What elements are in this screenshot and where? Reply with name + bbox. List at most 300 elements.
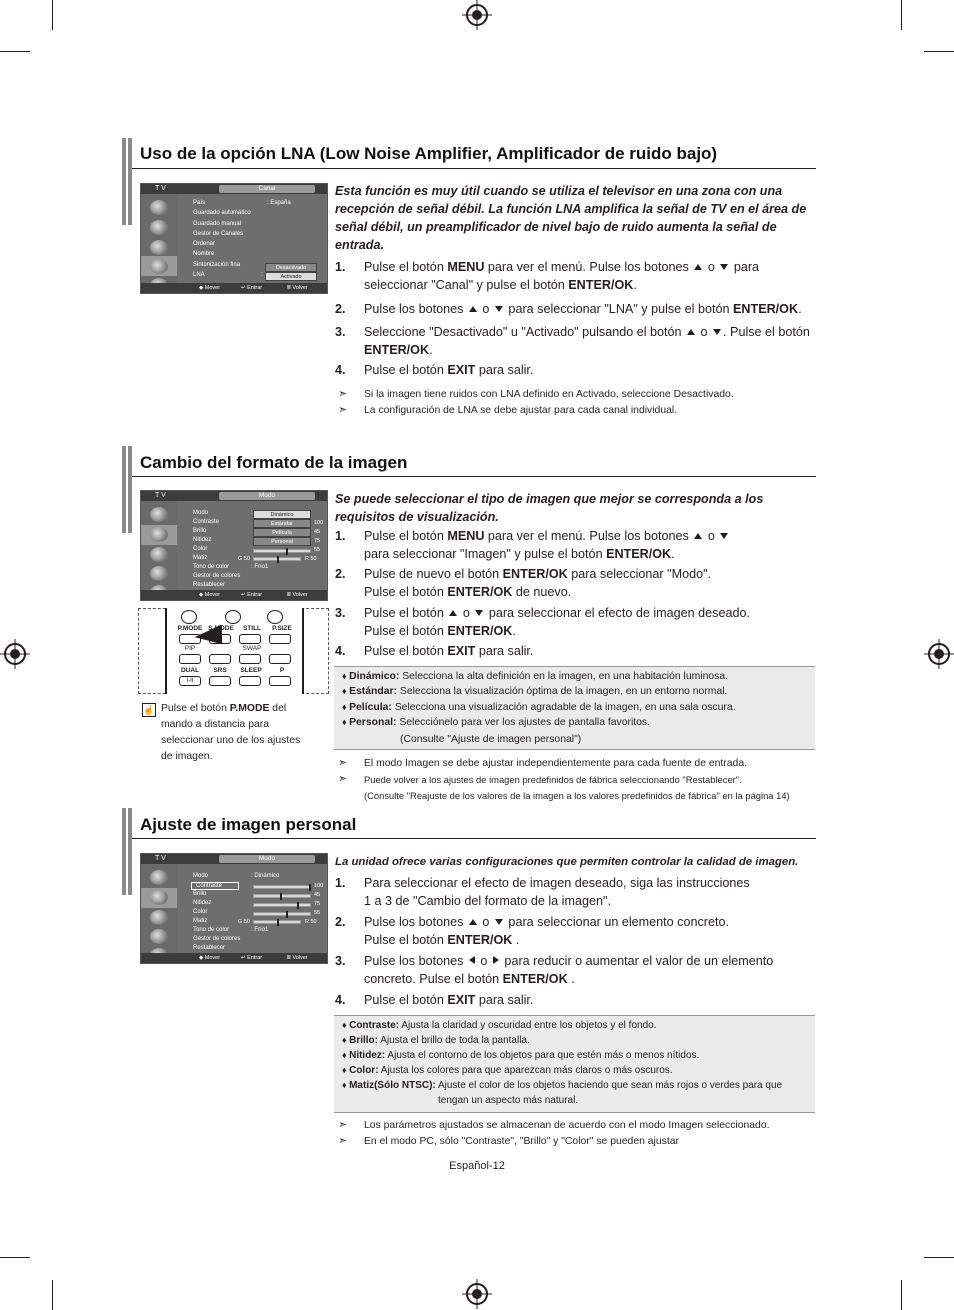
- up-arrow-icon: [694, 533, 702, 539]
- crop-mark: [52, 1280, 53, 1310]
- text: para salir.: [475, 644, 534, 658]
- note-text: En el modo PC, sólo "Contraste", "Brillo" y "Color" se pueden ajustar: [364, 1136, 679, 1147]
- text: Pulse el botón: [364, 260, 448, 274]
- registration-mark-icon: [466, 4, 488, 26]
- section-bar: [122, 808, 132, 895]
- remote-button-label: PIP: [184, 645, 196, 652]
- tv-menu-title: Canal: [219, 185, 315, 193]
- crop-mark: [924, 51, 954, 52]
- contrast-bar: [253, 885, 311, 889]
- tv-menu-item: Brillo: [193, 891, 207, 897]
- tv-header: [141, 491, 327, 501]
- sound-icon: [150, 527, 168, 542]
- tv-menu-item: Guardado manual: [193, 221, 242, 227]
- brightness-value: 45: [314, 892, 321, 898]
- intro-personal: La unidad ofrece varias configuraciones que permiten controlar la calidad de imagen.: [335, 856, 799, 868]
- tv-footer-move-label: Mover: [204, 592, 221, 598]
- tv-footer-move: ◆ Mover: [199, 285, 221, 291]
- keyword: ENTER/OK: [568, 277, 634, 292]
- step-text: [364, 643, 813, 661]
- keyword: MENU: [447, 260, 485, 274]
- remote-key: [209, 676, 231, 686]
- info-item: [342, 684, 807, 699]
- tv-menu-item: Color: [193, 909, 208, 915]
- tv-footer-back-label: Volver: [292, 592, 308, 598]
- remote-button-label: SRS: [213, 667, 227, 674]
- info-text: Selecciona la alta definición en la imagen, en una habitación luminosa.: [399, 671, 729, 682]
- note-arrow-icon: ➣: [338, 404, 348, 416]
- tv-footer-move: ◆ Mover: [199, 955, 221, 961]
- remote-button-label: S.MODE: [208, 625, 234, 632]
- step-number: 4.: [335, 363, 346, 377]
- tv-menu-value: : Frío1: [251, 927, 269, 933]
- text: para seleccionar "Imagen" y pulse el botón: [364, 546, 607, 561]
- note-arrow-icon: ➣: [338, 773, 348, 785]
- tv-menu-item: Guardado automático: [193, 210, 251, 216]
- step-number: 2.: [335, 302, 346, 316]
- tv-menu-item: Matiz: [193, 918, 208, 924]
- text: Seleccione "Desactivado" u "Activado" pulsando el botón: [364, 325, 686, 339]
- keyword: ENTER/OK: [364, 342, 430, 357]
- info-box-settings: [334, 1015, 815, 1113]
- picture-icon: [150, 200, 168, 215]
- left-arrow-icon: [469, 956, 475, 964]
- keyword: P.MODE: [229, 703, 270, 714]
- tv-menu-item: País: [193, 200, 206, 206]
- channel-icon: [150, 929, 168, 944]
- step-number: 3.: [335, 606, 346, 620]
- tv-footer-back-label: Volver: [292, 285, 308, 291]
- keyword: ENTER/OK: [606, 546, 672, 561]
- note-personal-1: [338, 1118, 818, 1133]
- text: para seleccionar "LNA" y pulse el botón: [504, 302, 733, 316]
- tint-bar: [253, 557, 301, 561]
- section-rule: [132, 476, 816, 477]
- section-bar: [122, 446, 132, 533]
- text: para seleccionar el efecto de imagen deseado.: [485, 606, 750, 620]
- tv-menu-body: [177, 501, 327, 590]
- text: Pulse el botón: [364, 644, 448, 658]
- sharpness-bar: [253, 903, 311, 907]
- dual-key: I-II: [179, 676, 201, 686]
- bullet-icon: ♦: [342, 1035, 350, 1045]
- tv-footer-move-label: Mover: [204, 955, 221, 961]
- keyword: EXIT: [447, 644, 476, 658]
- step-text: [364, 528, 813, 563]
- tv-menu-item: Nitidez: [193, 900, 212, 906]
- text: Pulse el botón: [364, 363, 448, 377]
- text: de nuevo.: [512, 584, 572, 599]
- down-arrow-icon: [720, 533, 728, 539]
- bullet-icon: ♦: [342, 1050, 350, 1060]
- sound-icon: [150, 890, 168, 905]
- remote-button-label: STILL: [242, 625, 262, 632]
- tv-menu-title: Modo: [219, 492, 315, 500]
- step-formato-3: [335, 605, 813, 641]
- keyword: EXIT: [447, 993, 476, 1007]
- smode-key: [225, 610, 241, 624]
- step-number: 2.: [335, 915, 346, 929]
- tv-menu-item: Modo: [193, 510, 209, 516]
- note-formato-2: [338, 772, 818, 787]
- text: Pulse el botón: [364, 993, 448, 1007]
- info-text: Selecciona una visualización agradable de la imagen, en una sala oscura.: [391, 702, 736, 713]
- step-number: 1.: [335, 529, 346, 543]
- tv-menu-item: Contraste: [193, 519, 220, 525]
- slider-knob: [286, 911, 288, 918]
- tv-menu-item: Restablecer: [193, 582, 226, 588]
- keyword: ENTER/OK: [447, 623, 513, 638]
- step-number: 2.: [335, 567, 346, 581]
- tv-option-activado: Activado: [265, 272, 317, 281]
- time-icon: [150, 240, 168, 255]
- info-text: Selecciona la visualización óptima de la imagen, en un entorno normal.: [397, 686, 728, 697]
- brightness-value: 45: [314, 529, 321, 535]
- note-text: La configuración de LNA se debe ajustar para cada canal individual.: [364, 405, 678, 416]
- crop-mark: [924, 1257, 954, 1258]
- tv-footer-move-label: Mover: [204, 285, 221, 291]
- tv-footer: [141, 590, 327, 600]
- tv-menu-screenshot-canal: [140, 183, 328, 294]
- down-arrow-icon: [475, 610, 483, 616]
- text: para salir.: [475, 363, 534, 377]
- note-lna-1: [338, 387, 818, 402]
- step-number: 4.: [335, 644, 346, 658]
- text: 1 a 3 de "Cambio del formato de la imagen".: [364, 893, 611, 908]
- text: para seleccionar "Canal" y pulse el botón: [364, 260, 760, 292]
- text: o: [704, 260, 719, 274]
- remote-key-down: [269, 676, 291, 686]
- registration-mark-icon: [4, 643, 26, 665]
- remote-key: [269, 634, 291, 644]
- keyword: ENTER/OK: [502, 567, 568, 581]
- contrast-value: 100: [314, 883, 324, 889]
- text: o: [478, 915, 493, 929]
- remote-key: [239, 676, 261, 686]
- slider-knob: [309, 884, 311, 891]
- tv-sidebar: [141, 194, 177, 283]
- text: o: [697, 325, 712, 339]
- step-personal-1: [335, 875, 813, 911]
- right-arrow-icon: [493, 956, 499, 964]
- time-icon: [150, 910, 168, 925]
- color-value: 55: [314, 547, 321, 553]
- tv-brand: T V: [155, 185, 166, 192]
- brightness-bar: [253, 894, 311, 898]
- text: o: [476, 954, 491, 968]
- text: .: [512, 932, 520, 947]
- tv-menu-value: : Frío1: [251, 564, 269, 570]
- info-label: Nitidez:: [349, 1050, 386, 1061]
- remote-key: [239, 634, 261, 644]
- text: para ver el menú. Pulse los botones: [484, 260, 693, 274]
- info-item: [342, 1033, 807, 1048]
- note-text: Puede volver a los ajustes de imagen predefinidos de fábrica seleccionando "Restablecer".: [364, 774, 742, 785]
- step-text: [364, 992, 813, 1010]
- tv-menu-item: Restablecer: [193, 945, 226, 951]
- tv-brand: T V: [155, 855, 166, 862]
- tint-green-value: G 50: [238, 919, 250, 925]
- note-personal-2: [338, 1134, 818, 1149]
- up-arrow-icon: [694, 264, 702, 270]
- step-number: 3.: [335, 954, 346, 968]
- text: Pulse el botón: [161, 703, 230, 714]
- tv-option-pelicula: Película: [253, 528, 311, 537]
- step-text: [364, 605, 813, 640]
- text: .: [633, 277, 637, 292]
- bullet-icon: ♦: [342, 702, 350, 712]
- tint-red-value: R 50: [305, 919, 317, 925]
- info-box-modes: [334, 666, 815, 750]
- step-text: [364, 362, 813, 380]
- page-number: Español-12: [449, 1160, 505, 1172]
- text: para seleccionar "Modo".: [567, 567, 712, 581]
- text: .: [671, 546, 675, 561]
- text: o: [459, 606, 474, 620]
- down-arrow-icon: [495, 919, 503, 925]
- down-arrow-icon: [720, 264, 728, 270]
- remote-key: [179, 654, 201, 664]
- keyword: ENTER/OK: [502, 971, 568, 986]
- bullet-icon: ♦: [342, 1020, 350, 1030]
- info-continuation: tengan un aspecto más natural.: [438, 1095, 579, 1106]
- tv-menu-item-selected: Contraste: [191, 882, 239, 890]
- channel-icon: [150, 259, 168, 274]
- tv-sidebar: [141, 501, 177, 590]
- tv-menu-item: LNA: [193, 272, 205, 278]
- tv-footer-enter-label: Entrar: [247, 592, 263, 598]
- tv-header: [141, 184, 327, 194]
- bullet-icon: ♦: [342, 1065, 350, 1075]
- remote-control-illustration: [138, 608, 329, 694]
- tv-brand: T V: [155, 492, 166, 499]
- text: para ver el menú. Pulse los botones: [484, 529, 693, 543]
- remote-key: [239, 654, 261, 664]
- info-label: Matiz(Sólo NTSC):: [349, 1080, 436, 1091]
- step-lna-2: [335, 301, 813, 319]
- keyword: ENTER/OK: [447, 932, 513, 947]
- step-text: [364, 301, 813, 319]
- tv-menu-item: Matiz: [193, 555, 208, 561]
- note-arrow-icon: ➣: [338, 1135, 348, 1147]
- tv-footer: [141, 283, 327, 293]
- tv-footer-back: Ⅲ Volver: [287, 592, 308, 598]
- tv-menu-item: Nitidez: [193, 537, 212, 543]
- tv-option-desactivado: Desactivado: [265, 263, 317, 272]
- tv-footer-back: Ⅲ Volver: [287, 955, 308, 961]
- bullet-icon: ♦: [342, 671, 350, 681]
- crop-mark: [0, 51, 30, 52]
- slider-knob: [297, 902, 299, 909]
- tv-footer-back-label: Volver: [292, 955, 308, 961]
- step-lna-3: [335, 324, 813, 360]
- slider-knob: [277, 556, 279, 563]
- color-bar: [253, 912, 311, 916]
- text: Pulse los botones: [364, 302, 467, 316]
- tv-menu-item: Nombre: [193, 251, 215, 257]
- section-title-personal: Ajuste de imagen personal: [140, 815, 357, 834]
- tv-menu-title: Modo: [219, 855, 315, 863]
- remote-button-label: P: [279, 667, 285, 674]
- info-item: [342, 1018, 807, 1033]
- step-personal-2: [335, 914, 813, 950]
- step-text: [364, 566, 813, 601]
- tv-menu-body: [177, 194, 327, 283]
- text: Pulse el botón: [364, 529, 448, 543]
- info-label: Estándar:: [349, 686, 398, 697]
- note-text: El modo Imagen se debe ajustar independientemente para cada fuente de entrada.: [364, 758, 747, 769]
- note-text: Si la imagen tiene ruidos con LNA definido en Activado, seleccione Desactivado.: [364, 389, 734, 400]
- tv-menu-value: : Dinámico: [251, 873, 280, 879]
- tv-menu-item: Color: [193, 546, 208, 552]
- down-arrow-icon: [713, 329, 721, 335]
- tv-menu-colon: :: [261, 272, 263, 278]
- intro-lna: Esta función es muy útil cuando se utiliza el televisor en una zona con una recepción de señal débil. La función LNA amplifica la señal de TV en el área de señal débil, un preamplificador de nivel bajo de ruido aumenta la señal de entrada.: [335, 184, 807, 252]
- remote-key-up: [269, 654, 291, 664]
- tv-footer-enter: ↵ Entrar: [241, 955, 263, 961]
- tv-menu-item: Ordenar: [193, 241, 216, 247]
- intro-formato: Se puede seleccionar el tipo de imagen que mejor se corresponda a los requisitos de visualización.: [335, 492, 764, 524]
- slider-knob: [277, 919, 279, 926]
- tv-header: [141, 854, 327, 864]
- bullet-icon: ♦: [342, 686, 350, 696]
- note-arrow-icon: ➣: [338, 757, 348, 769]
- tv-menu-item: Tono de color: [193, 927, 230, 933]
- step-personal-3: [335, 953, 813, 989]
- step-text: [364, 914, 813, 949]
- crop-mark: [0, 1257, 30, 1258]
- up-arrow-icon: [687, 329, 695, 335]
- tv-footer-move: ◆ Mover: [199, 592, 221, 598]
- tv-menu-value: : España: [267, 200, 291, 206]
- remote-control: [165, 608, 304, 694]
- step-number: 4.: [335, 993, 346, 1007]
- time-icon: [150, 547, 168, 562]
- text: .: [429, 342, 433, 357]
- section-rule: [132, 168, 816, 169]
- step-lna-4: [335, 362, 813, 380]
- registration-mark-icon: [928, 643, 950, 665]
- text: .: [798, 302, 802, 316]
- tint-bar: [253, 920, 301, 924]
- tv-option-estandar: Estándar: [253, 519, 311, 528]
- section-title-formato: Cambio del formato de la imagen: [140, 453, 408, 472]
- text: concreto. Pulse el botón: [364, 971, 503, 986]
- note-formato-ref: [338, 788, 818, 803]
- step-text: [364, 875, 813, 910]
- info-item: [342, 1048, 807, 1063]
- registration-mark-icon: [466, 1283, 488, 1305]
- section-bar: [122, 138, 132, 225]
- tint-red-value: R 50: [305, 556, 317, 562]
- crop-mark: [52, 0, 53, 30]
- contrast-value: 100: [314, 520, 324, 526]
- tint-green-value: G 50: [238, 556, 250, 562]
- tv-menu-item: Sintonización fina: [193, 262, 241, 268]
- up-arrow-icon: [469, 919, 477, 925]
- psize-key: [267, 610, 283, 624]
- tv-sidebar: [141, 864, 177, 953]
- bullet-icon: ♦: [342, 1080, 350, 1090]
- info-text: Ajusta el contorno de los objetos para que estén más o menos nítidos.: [385, 1050, 700, 1061]
- remote-hint-text: [161, 701, 311, 765]
- keyword: ENTER/OK: [447, 584, 513, 599]
- info-item: [342, 715, 807, 730]
- section-title-lna: Uso de la opción LNA (Low Noise Amplifier, Amplificador de ruido bajo): [140, 144, 718, 163]
- step-number: 1.: [335, 260, 346, 274]
- tv-footer-enter-label: Entrar: [247, 955, 263, 961]
- crop-mark: [901, 0, 902, 30]
- note-text: Los parámetros ajustados se almacenan de acuerdo con el modo Imagen seleccionado.: [364, 1120, 770, 1131]
- sharpness-value: 75: [314, 901, 321, 907]
- info-label: Personal:: [349, 717, 397, 728]
- note-lna-2: [338, 403, 818, 418]
- crop-mark: [901, 1280, 902, 1310]
- text: .: [512, 623, 516, 638]
- sharpness-value: 75: [314, 538, 321, 544]
- text: . Pulse el botón: [723, 325, 810, 339]
- text: o: [704, 529, 719, 543]
- text: Pulse de nuevo el botón: [364, 567, 503, 581]
- tv-menu-item: Gestor de colores: [193, 573, 241, 579]
- remote-button-label: P.SIZE: [272, 625, 292, 632]
- remote-key: [209, 654, 231, 664]
- hand-icon: ☝: [143, 705, 155, 715]
- tv-menu-body: [177, 864, 327, 953]
- remote-button-label: SLEEP: [240, 667, 262, 674]
- info-text: Ajusta la claridad y oscuridad entre los objetos y el fondo.: [399, 1020, 657, 1031]
- remote-button-label: P.MODE: [177, 625, 203, 632]
- info-label: Brillo:: [349, 1035, 378, 1046]
- keyword: ENTER/OK: [733, 302, 799, 316]
- info-item: [342, 1063, 807, 1078]
- step-formato-2: [335, 566, 813, 602]
- tv-menu-item: Gestor de colores: [193, 936, 241, 942]
- keyword: MENU: [447, 529, 485, 543]
- info-label: Color:: [349, 1065, 379, 1076]
- step-formato-1: [335, 528, 813, 564]
- tv-menu-item: Brillo: [193, 528, 207, 534]
- color-bar: [253, 549, 311, 553]
- tv-menu-item: Tono de color: [193, 564, 230, 570]
- text: Para seleccionar el efecto de imagen deseado, siga las instrucciones: [364, 876, 750, 890]
- info-label: Dinámico:: [349, 671, 400, 682]
- step-text: [364, 953, 813, 988]
- tv-option-dinamico: Dinámico: [253, 510, 311, 519]
- tv-footer-enter: ↵ Entrar: [241, 285, 263, 291]
- channel-icon: [150, 566, 168, 581]
- remote-button-label: SWAP: [242, 645, 262, 652]
- text: Pulse el botón: [364, 623, 448, 638]
- text: .: [567, 971, 575, 986]
- up-arrow-icon: [469, 306, 477, 312]
- tv-menu-colon: :: [251, 510, 253, 516]
- picture-icon: [150, 507, 168, 522]
- bullet-icon: ♦: [342, 717, 350, 727]
- picture-icon: [150, 870, 168, 885]
- text: Pulse los botones: [364, 915, 467, 929]
- step-formato-4: [335, 643, 813, 661]
- slider-knob: [286, 548, 288, 555]
- tv-menu-screenshot-modo: [140, 490, 328, 601]
- text: Pulse el botón: [364, 606, 448, 620]
- tv-option-personal: Personal: [253, 537, 311, 546]
- up-arrow-icon: [449, 610, 457, 616]
- text: del mando a distancia para seleccionar uno de los ajustes de imagen.: [161, 703, 301, 762]
- color-value: 55: [314, 910, 321, 916]
- info-label: Película:: [349, 702, 392, 713]
- pmode-key: [181, 610, 197, 624]
